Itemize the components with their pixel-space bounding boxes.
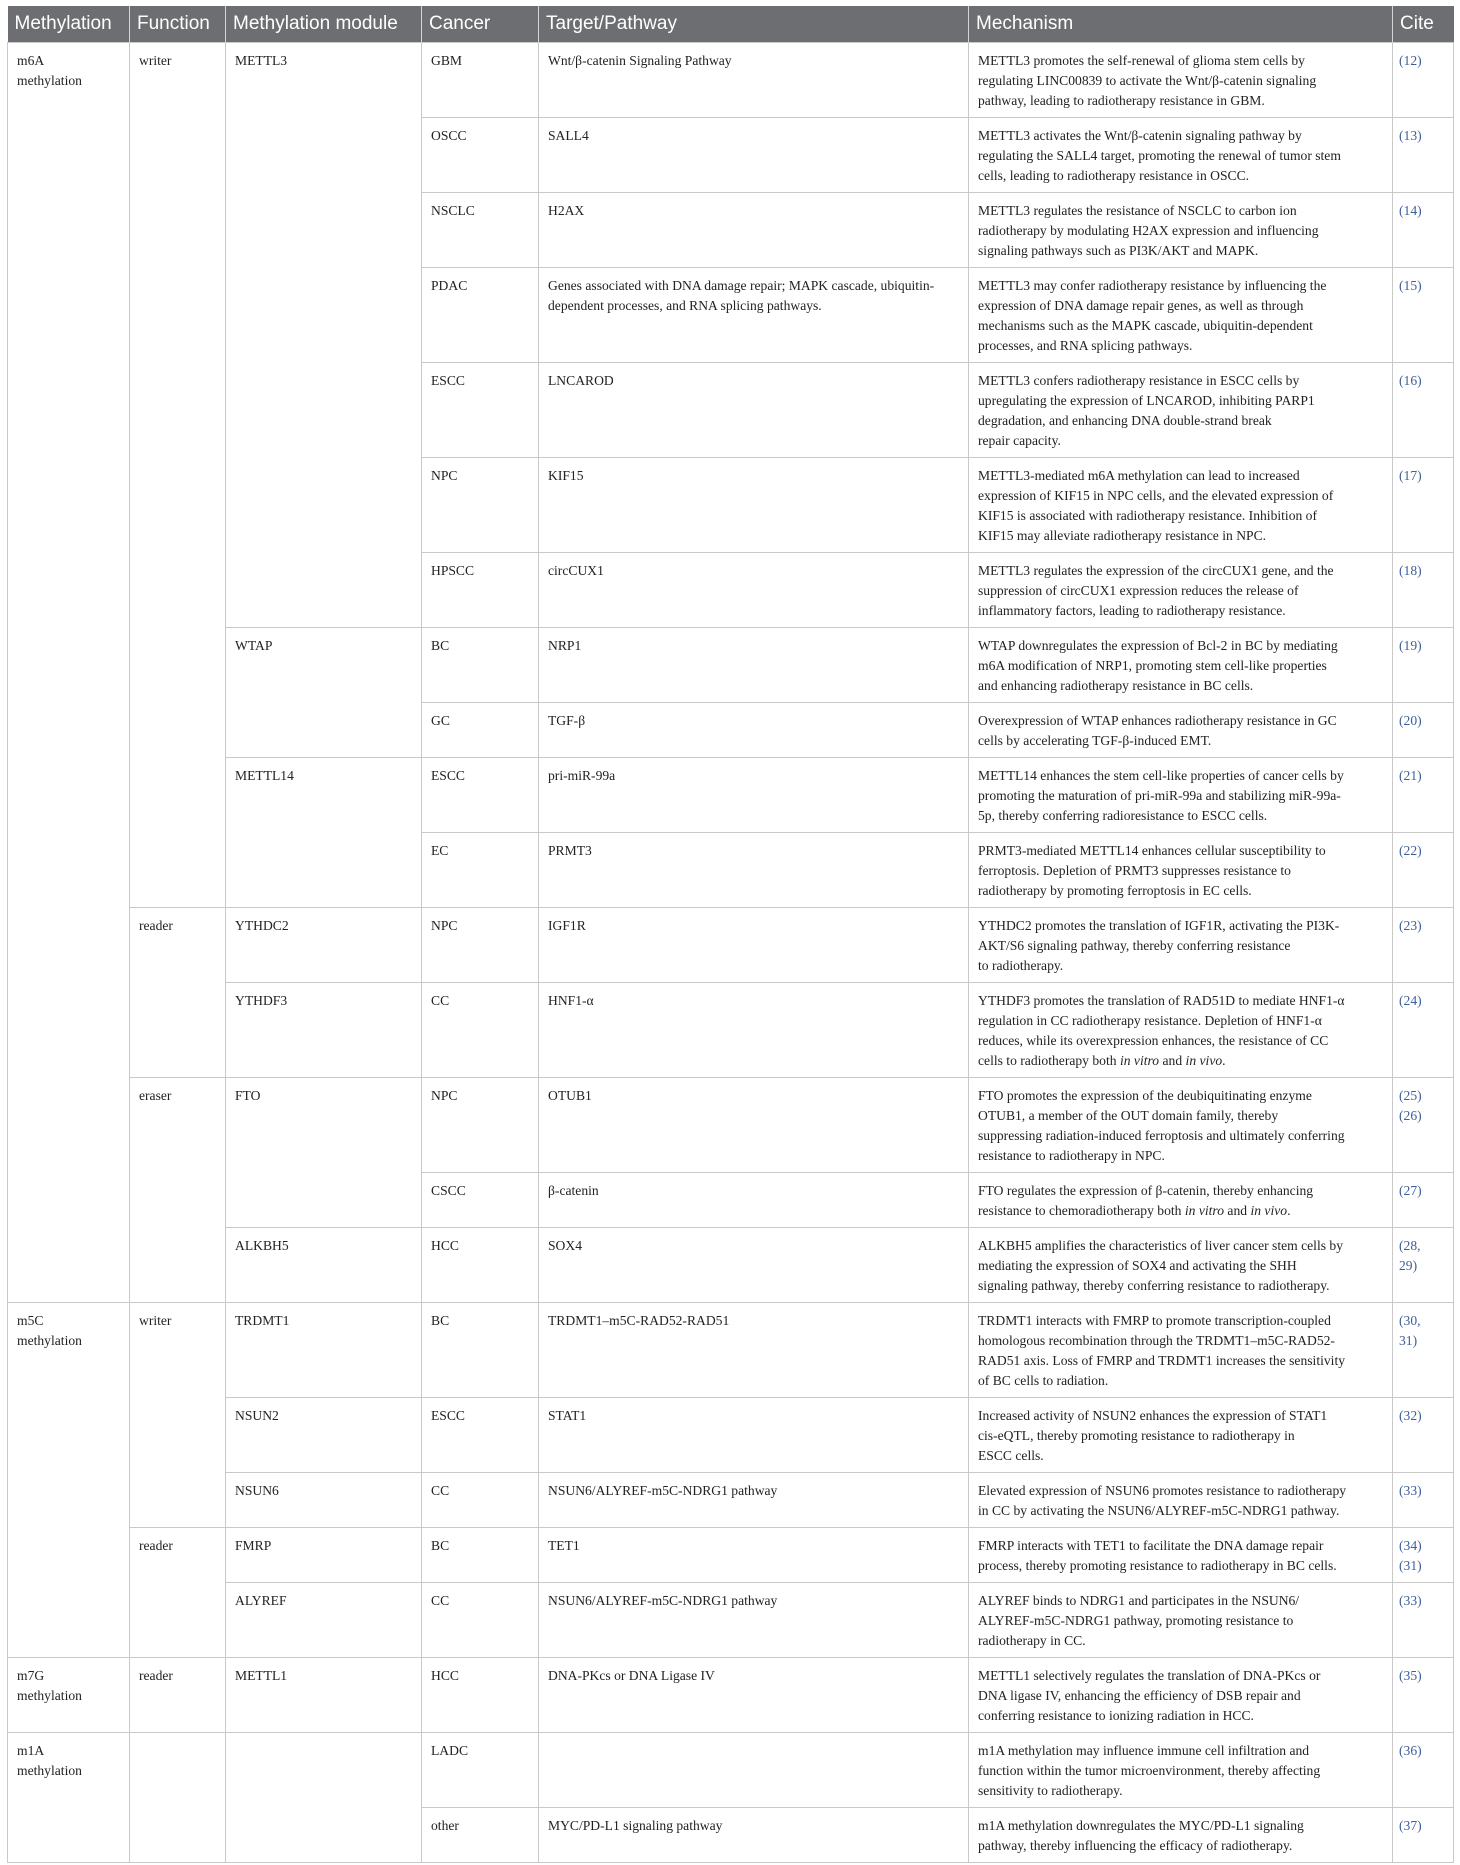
- cell-module: NSUN6: [226, 1473, 422, 1528]
- methylation-line: m7G: [17, 1668, 45, 1683]
- cell-cancer: HCC: [422, 1228, 539, 1303]
- cite-ref: (26): [1399, 1108, 1422, 1123]
- cite-ref: (34): [1399, 1538, 1422, 1553]
- mechanism-line: ferroptosis. Depletion of PRMT3 suppresses resistance to: [978, 863, 1291, 878]
- cell-cancer: GBM: [422, 43, 539, 118]
- cell-cite: [1393, 1303, 1454, 1398]
- mechanism-line: ALYREF-m5C-NDRG1 pathway, promoting resistance to: [978, 1613, 1294, 1628]
- cell-target: NRP1: [539, 628, 969, 703]
- cell-mechanism: [969, 268, 1393, 363]
- header-cite: Cite: [1393, 6, 1454, 43]
- cell-mechanism: [969, 1658, 1393, 1733]
- cell-cite: [1393, 1173, 1454, 1228]
- cell-mechanism: [969, 553, 1393, 628]
- cell-cite: [1393, 1398, 1454, 1473]
- cell-target: Wnt/β-catenin Signaling Pathway: [539, 43, 969, 118]
- header-function: Function: [130, 6, 226, 43]
- table-body: [8, 43, 1454, 1863]
- cell-function: eraser: [130, 1078, 226, 1303]
- cell-cancer: OSCC: [422, 118, 539, 193]
- mechanism-line: Overexpression of WTAP enhances radiotherapy resistance in GC: [978, 713, 1337, 728]
- table-row: [8, 1078, 1454, 1173]
- cite-ref: 31): [1399, 1333, 1418, 1348]
- cite-ref: (16): [1399, 373, 1422, 388]
- mechanism-line: m1A methylation may influence immune cell infiltration and: [978, 1743, 1310, 1758]
- cite-ref: (12): [1399, 53, 1422, 68]
- cell-cancer: NPC: [422, 1078, 539, 1173]
- cell-cite: [1393, 1658, 1454, 1733]
- cell-cite: [1393, 1528, 1454, 1583]
- mechanism-line: inflammatory factors, leading to radiotherapy resistance.: [978, 603, 1286, 618]
- methylation-line: methylation: [17, 73, 82, 88]
- cite-ref: (36): [1399, 1743, 1422, 1758]
- cell-target: [539, 1733, 969, 1808]
- cell-target: LNCAROD: [539, 363, 969, 458]
- cell-mechanism: [969, 628, 1393, 703]
- cell-cancer: LADC: [422, 1733, 539, 1808]
- cell-function: reader: [130, 1528, 226, 1658]
- header-cancer: Cancer: [422, 6, 539, 43]
- cite-ref: (20): [1399, 713, 1422, 728]
- mechanism-line: regulating LINC00839 to activate the Wnt/β-catenin signaling: [978, 73, 1317, 88]
- methylation-line: methylation: [17, 1688, 82, 1703]
- cell-cancer: BC: [422, 1528, 539, 1583]
- cell-methylation: [8, 1303, 130, 1658]
- mechanism-line: radiotherapy by modulating H2AX expression and influencing: [978, 223, 1319, 238]
- mechanism-line: METTL3 regulates the resistance of NSCLC to carbon ion: [978, 203, 1297, 218]
- cell-methylation: [8, 1658, 130, 1733]
- mechanism-line: ALYREF binds to NDRG1 and participates in the NSUN6/: [978, 1593, 1300, 1608]
- header-mechanism: Mechanism: [969, 6, 1393, 43]
- cell-function: reader: [130, 1658, 226, 1733]
- cell-cite: [1393, 628, 1454, 703]
- table-row: [8, 1733, 1454, 1808]
- mechanism-line: function within the tumor microenvironment, thereby affecting: [978, 1763, 1321, 1778]
- cell-cite: [1393, 1078, 1454, 1173]
- cell-target: KIF15: [539, 458, 969, 553]
- cell-target: H2AX: [539, 193, 969, 268]
- cell-cancer: CC: [422, 1583, 539, 1658]
- cell-mechanism: [969, 758, 1393, 833]
- cell-mechanism: [969, 703, 1393, 758]
- mechanism-line: degradation, and enhancing DNA double-strand break: [978, 413, 1272, 428]
- cell-cancer: CSCC: [422, 1173, 539, 1228]
- cite-ref: (15): [1399, 278, 1422, 293]
- cell-cite: [1393, 1733, 1454, 1808]
- mechanism-line: radiotherapy in CC.: [978, 1633, 1086, 1648]
- cell-cite: [1393, 118, 1454, 193]
- cell-mechanism: [969, 833, 1393, 908]
- mechanism-line: to radiotherapy.: [978, 958, 1064, 973]
- mechanism-line: METTL3 activates the Wnt/β-catenin signaling pathway by: [978, 128, 1302, 143]
- cell-module: WTAP: [226, 628, 422, 758]
- cell-cancer: EC: [422, 833, 539, 908]
- cell-module: NSUN2: [226, 1398, 422, 1473]
- cell-target: DNA-PKcs or DNA Ligase IV: [539, 1658, 969, 1733]
- cell-cancer: PDAC: [422, 268, 539, 363]
- cell-cite: [1393, 983, 1454, 1078]
- cell-cite: [1393, 268, 1454, 363]
- mechanism-line: FTO promotes the expression of the deubiquitinating enzyme: [978, 1088, 1312, 1103]
- cell-cancer: BC: [422, 1303, 539, 1398]
- table-row: [8, 1303, 1454, 1398]
- cell-mechanism: [969, 908, 1393, 983]
- mechanism-line: suppression of circCUX1 expression reduces the release of: [978, 583, 1299, 598]
- cell-module: FTO: [226, 1078, 422, 1228]
- cell-cite: [1393, 1583, 1454, 1658]
- methylation-line: m6A: [17, 53, 45, 68]
- cell-mechanism: [969, 1808, 1393, 1863]
- cell-target: circCUX1: [539, 553, 969, 628]
- mechanism-line: expression of KIF15 in NPC cells, and the elevated expression of: [978, 488, 1334, 503]
- cell-cancer: NSCLC: [422, 193, 539, 268]
- cell-module: FMRP: [226, 1528, 422, 1583]
- cell-mechanism: [969, 43, 1393, 118]
- cell-cancer: ESCC: [422, 1398, 539, 1473]
- cell-module: METTL1: [226, 1658, 422, 1733]
- cell-methylation: [8, 43, 130, 1303]
- mechanism-line: DNA ligase IV, enhancing the efficiency of DSB repair and: [978, 1688, 1301, 1703]
- cell-module: [226, 1733, 422, 1863]
- cell-target: PRMT3: [539, 833, 969, 908]
- cell-cancer: HCC: [422, 1658, 539, 1733]
- mechanism-line: conferring resistance to ionizing radiation in HCC.: [978, 1708, 1254, 1723]
- cite-ref: (13): [1399, 128, 1422, 143]
- cell-target: pri-miR-99a: [539, 758, 969, 833]
- mechanism-line: pathway, thereby influencing the efficacy of radiotherapy.: [978, 1838, 1293, 1853]
- cite-ref: (33): [1399, 1593, 1422, 1608]
- header-methylation-module: Methylation module: [226, 6, 422, 43]
- mechanism-line: YTHDF3 promotes the translation of RAD51D to mediate HNF1-α: [978, 993, 1345, 1008]
- cell-cancer: BC: [422, 628, 539, 703]
- cell-mechanism: [969, 1078, 1393, 1173]
- mechanism-line: METTL3 regulates the expression of the circCUX1 gene, and the: [978, 563, 1334, 578]
- mechanism-line: mechanisms such as the MAPK cascade, ubiquitin-dependent: [978, 318, 1313, 333]
- mechanism-line: RAD51 axis. Loss of FMRP and TRDMT1 increases the sensitivity: [978, 1353, 1346, 1368]
- mechanism-line: homologous recombination through the TRDMT1–m5C-RAD52-: [978, 1333, 1335, 1348]
- cell-target: TET1: [539, 1528, 969, 1583]
- cell-methylation: [8, 1733, 130, 1863]
- mechanism-line: ESCC cells.: [978, 1448, 1044, 1463]
- cell-mechanism: [969, 363, 1393, 458]
- mechanism-line: expression of DNA damage repair genes, as well as through: [978, 298, 1304, 313]
- mechanism-line: PRMT3-mediated METTL14 enhances cellular susceptibility to: [978, 843, 1326, 858]
- mechanism-line: cells by accelerating TGF-β-induced EMT.: [978, 733, 1212, 748]
- mechanism-line: radiotherapy by promoting ferroptosis in EC cells.: [978, 883, 1252, 898]
- mechanism-line: cis-eQTL, thereby promoting resistance to radiotherapy in: [978, 1428, 1295, 1443]
- cell-mechanism: [969, 1583, 1393, 1658]
- mechanism-line: promoting the maturation of pri-miR-99a and stabilizing miR-99a-: [978, 788, 1341, 803]
- mechanism-line: OTUB1, a member of the OUT domain family, thereby: [978, 1108, 1279, 1123]
- cite-ref: (19): [1399, 638, 1422, 653]
- methylation-line: methylation: [17, 1333, 82, 1348]
- cell-mechanism: [969, 983, 1393, 1078]
- mechanism-line: regulating the SALL4 target, promoting the renewal of tumor stem: [978, 148, 1341, 163]
- mechanism-line: regulation in CC radiotherapy resistance. Depletion of HNF1-α: [978, 1013, 1322, 1028]
- cell-cite: [1393, 458, 1454, 553]
- mechanism-line: m1A methylation downregulates the MYC/PD-L1 signaling: [978, 1818, 1304, 1833]
- cite-ref: (30,: [1399, 1313, 1421, 1328]
- mechanism-line: FTO regulates the expression of β-catenin, thereby enhancing: [978, 1183, 1314, 1198]
- mechanism-line: METTL3 confers radiotherapy resistance in ESCC cells by: [978, 373, 1300, 388]
- cell-target: STAT1: [539, 1398, 969, 1473]
- cell-cancer: NPC: [422, 458, 539, 553]
- cell-cancer: other: [422, 1808, 539, 1863]
- cell-mechanism: [969, 1528, 1393, 1583]
- cell-mechanism: [969, 1228, 1393, 1303]
- mechanism-line: pathway, leading to radiotherapy resistance in GBM.: [978, 93, 1265, 108]
- table-row: [8, 43, 1454, 118]
- cell-mechanism: [969, 1473, 1393, 1528]
- cell-cite: [1393, 553, 1454, 628]
- cite-ref: (21): [1399, 768, 1422, 783]
- cell-mechanism: [969, 458, 1393, 553]
- mechanism-line: METTL1 selectively regulates the translation of DNA-PKcs or: [978, 1668, 1321, 1683]
- cell-mechanism: [969, 1733, 1393, 1808]
- table-row: [8, 1528, 1454, 1583]
- cite-ref: (35): [1399, 1668, 1422, 1683]
- cell-mechanism: [969, 1398, 1393, 1473]
- cite-ref: (22): [1399, 843, 1422, 858]
- mechanism-line: METTL3 may confer radiotherapy resistance by influencing the: [978, 278, 1327, 293]
- mechanism-line: YTHDC2 promotes the translation of IGF1R, activating the PI3K-: [978, 918, 1340, 933]
- cell-function: writer: [130, 1303, 226, 1528]
- mechanism-line: sensitivity to radiotherapy.: [978, 1783, 1123, 1798]
- cell-cancer: HPSCC: [422, 553, 539, 628]
- cite-ref: (37): [1399, 1818, 1422, 1833]
- cell-function: reader: [130, 908, 226, 1078]
- methylation-line: m1A: [17, 1743, 45, 1758]
- cell-module: METTL3: [226, 43, 422, 628]
- mechanism-line: mediating the expression of SOX4 and activating the SHH: [978, 1258, 1297, 1273]
- mechanism-line: repair capacity.: [978, 433, 1061, 448]
- cell-target: Genes associated with DNA damage repair; MAPK cascade, ubiquitin-dependent processes, and RNA splicing pathways.: [539, 268, 969, 363]
- table-row: [8, 1658, 1454, 1733]
- cell-target: TRDMT1–m5C-RAD52-RAD51: [539, 1303, 969, 1398]
- mechanism-line: TRDMT1 interacts with FMRP to promote transcription-coupled: [978, 1313, 1331, 1328]
- cite-ref: (14): [1399, 203, 1422, 218]
- cite-ref: (32): [1399, 1408, 1422, 1423]
- mechanism-line: cells to radiotherapy both in vitro and in vivo.: [978, 1053, 1226, 1068]
- cell-target: SOX4: [539, 1228, 969, 1303]
- header-methylation: Methylation: [8, 6, 130, 43]
- mechanism-line: METTL3 promotes the self-renewal of glioma stem cells by: [978, 53, 1305, 68]
- header-target-pathway: Target/Pathway: [539, 6, 969, 43]
- cell-cite: [1393, 1808, 1454, 1863]
- cell-cite: [1393, 908, 1454, 983]
- cell-target: IGF1R: [539, 908, 969, 983]
- cite-ref: (28,: [1399, 1238, 1421, 1253]
- cite-ref: (27): [1399, 1183, 1422, 1198]
- cell-target: OTUB1: [539, 1078, 969, 1173]
- cell-module: ALYREF: [226, 1583, 422, 1658]
- cell-cancer: ESCC: [422, 363, 539, 458]
- cell-module: YTHDF3: [226, 983, 422, 1078]
- cell-cite: [1393, 1473, 1454, 1528]
- cite-ref: (24): [1399, 993, 1422, 1008]
- cell-cite: [1393, 193, 1454, 268]
- cell-cite: [1393, 363, 1454, 458]
- mechanism-line: cells, leading to radiotherapy resistance in OSCC.: [978, 168, 1250, 183]
- table-container: [7, 6, 1453, 1863]
- cell-function: writer: [130, 43, 226, 908]
- mechanism-line: METTL3-mediated m6A methylation can lead to increased: [978, 468, 1300, 483]
- cell-target: TGF-β: [539, 703, 969, 758]
- mechanism-line: in CC by activating the NSUN6/ALYREF-m5C-NDRG1 pathway.: [978, 1503, 1340, 1518]
- cell-module: TRDMT1: [226, 1303, 422, 1398]
- mechanism-line: KIF15 may alleviate radiotherapy resistance in NPC.: [978, 528, 1267, 543]
- mechanism-line: signaling pathways such as PI3K/AKT and MAPK.: [978, 243, 1259, 258]
- cell-target: HNF1-α: [539, 983, 969, 1078]
- cell-cite: [1393, 703, 1454, 758]
- cite-ref: (25): [1399, 1088, 1422, 1103]
- mechanism-line: process, thereby promoting resistance to radiotherapy in BC cells.: [978, 1558, 1337, 1573]
- mechanism-line: reduces, while its overexpression enhances, the resistance of CC: [978, 1033, 1329, 1048]
- cell-target: SALL4: [539, 118, 969, 193]
- cite-ref: (18): [1399, 563, 1422, 578]
- cell-cite: [1393, 1228, 1454, 1303]
- cell-mechanism: [969, 193, 1393, 268]
- mechanism-line: resistance to radiotherapy in NPC.: [978, 1148, 1165, 1163]
- cite-ref: (17): [1399, 468, 1422, 483]
- cell-cite: [1393, 43, 1454, 118]
- cell-target: MYC/PD-L1 signaling pathway: [539, 1808, 969, 1863]
- cell-cancer: CC: [422, 1473, 539, 1528]
- cite-ref: (31): [1399, 1558, 1422, 1573]
- mechanism-line: 5p, thereby conferring radioresistance to ESCC cells.: [978, 808, 1268, 823]
- cell-mechanism: [969, 1173, 1393, 1228]
- mechanism-line: signaling pathway, thereby conferring resistance to radiotherapy.: [978, 1278, 1330, 1293]
- mechanism-line: processes, and RNA splicing pathways.: [978, 338, 1193, 353]
- mechanism-line: upregulating the expression of LNCAROD, inhibiting PARP1: [978, 393, 1315, 408]
- cell-cancer: CC: [422, 983, 539, 1078]
- cell-cite: [1393, 758, 1454, 833]
- cell-module: ALKBH5: [226, 1228, 422, 1303]
- cell-cite: [1393, 833, 1454, 908]
- cell-mechanism: [969, 1303, 1393, 1398]
- mechanism-line: WTAP downregulates the expression of Bcl-2 in BC by mediating: [978, 638, 1338, 653]
- cell-cancer: NPC: [422, 908, 539, 983]
- mechanism-line: ALKBH5 amplifies the characteristics of liver cancer stem cells by: [978, 1238, 1344, 1253]
- header-row: [8, 6, 1454, 43]
- methylation-line: m5C: [17, 1313, 44, 1328]
- mechanism-line: AKT/S6 signaling pathway, thereby conferring resistance: [978, 938, 1291, 953]
- cell-cancer: ESCC: [422, 758, 539, 833]
- mechanism-line: KIF15 is associated with radiotherapy resistance. Inhibition of: [978, 508, 1318, 523]
- cell-target: NSUN6/ALYREF-m5C-NDRG1 pathway: [539, 1583, 969, 1658]
- table-row: [8, 908, 1454, 983]
- mechanism-line: METTL14 enhances the stem cell-like properties of cancer cells by: [978, 768, 1344, 783]
- cell-mechanism: [969, 118, 1393, 193]
- mechanism-line: FMRP interacts with TET1 to facilitate the DNA damage repair: [978, 1538, 1324, 1553]
- mechanism-line: m6A modification of NRP1, promoting stem cell-like properties: [978, 658, 1327, 673]
- mechanism-line: Elevated expression of NSUN6 promotes resistance to radiotherapy: [978, 1483, 1347, 1498]
- cite-ref: (33): [1399, 1483, 1422, 1498]
- cite-ref: (23): [1399, 918, 1422, 933]
- cell-target: NSUN6/ALYREF-m5C-NDRG1 pathway: [539, 1473, 969, 1528]
- cite-ref: 29): [1399, 1258, 1418, 1273]
- mechanism-line: of BC cells to radiation.: [978, 1373, 1109, 1388]
- mechanism-line: and enhancing radiotherapy resistance in BC cells.: [978, 678, 1254, 693]
- cell-cancer: GC: [422, 703, 539, 758]
- methylation-line: methylation: [17, 1763, 82, 1778]
- methylation-table: [7, 6, 1454, 1863]
- mechanism-line: resistance to chemoradiotherapy both in vitro and in vivo.: [978, 1203, 1291, 1218]
- mechanism-line: Increased activity of NSUN2 enhances the expression of STAT1: [978, 1408, 1328, 1423]
- cell-module: METTL14: [226, 758, 422, 908]
- cell-target: β-catenin: [539, 1173, 969, 1228]
- mechanism-line: suppressing radiation-induced ferroptosis and ultimately conferring: [978, 1128, 1345, 1143]
- cell-module: YTHDC2: [226, 908, 422, 983]
- cell-function: [130, 1733, 226, 1863]
